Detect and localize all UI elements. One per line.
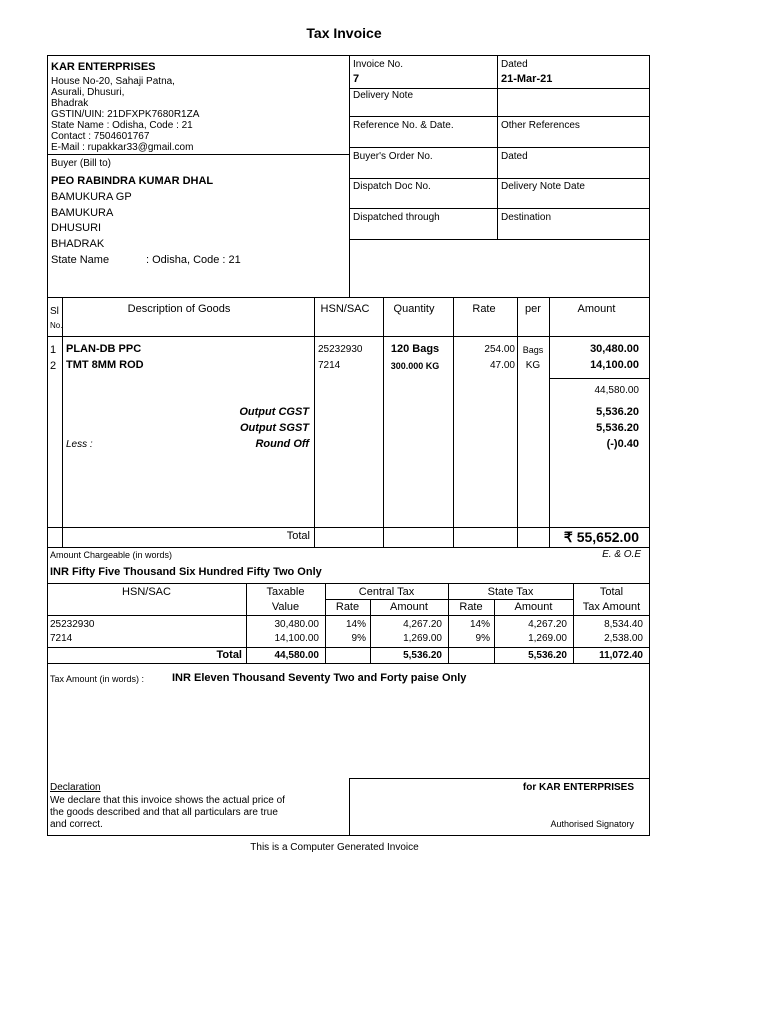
divider xyxy=(349,88,650,89)
tax-row-hsn: 25232930 xyxy=(50,619,95,630)
tax-row-central-rate: 9% xyxy=(351,633,366,644)
page-title: Tax Invoice xyxy=(306,25,382,41)
buyer-address-line: BHADRAK xyxy=(51,238,105,250)
subtotal-amount: 44,580.00 xyxy=(594,385,639,396)
tax-row-value: 30,480.00 xyxy=(274,619,319,630)
divider xyxy=(314,297,315,547)
delivery-note-label: Delivery Note xyxy=(353,90,414,101)
tax-row-value: 14,100.00 xyxy=(274,633,319,644)
tax-words-label: Tax Amount (in words) : xyxy=(50,674,145,684)
divider xyxy=(47,615,650,616)
item-quantity: 120 Bags xyxy=(390,343,440,355)
divider xyxy=(47,527,650,528)
item-description: TMT 8MM ROD xyxy=(66,359,144,371)
divider xyxy=(453,297,454,547)
tax-col-value: Value xyxy=(271,601,300,613)
col-quantity: Quantity xyxy=(393,303,435,315)
seller-state: State Name : Odisha, Code : 21 xyxy=(51,120,193,131)
col-sl: Sl xyxy=(50,306,59,317)
seller-address-line: House No-20, Sahaji Patna, xyxy=(51,76,175,87)
tax-col-tax-amount: Tax Amount xyxy=(582,601,641,613)
seller-address-line: Bhadrak xyxy=(51,98,89,109)
tax-row-central-amount: 1,269.00 xyxy=(403,633,442,644)
delivery-note-date-label: Delivery Note Date xyxy=(501,181,585,192)
divider xyxy=(349,55,350,297)
item-hsn: 7214 xyxy=(318,360,341,371)
item-quantity: 300.000 KG xyxy=(390,361,440,371)
divider xyxy=(383,297,384,547)
divider xyxy=(47,583,650,584)
amount-words-label: Amount Chargeable (in words) xyxy=(50,550,173,560)
tax-words-text: INR Eleven Thousand Seventy Two and Forty paise Only xyxy=(172,672,467,684)
reference-label: Reference No. & Date. xyxy=(353,120,454,131)
declaration-label: Declaration xyxy=(50,782,101,793)
item-amount: 14,100.00 xyxy=(590,359,639,371)
seller-contact: Contact : 7504601767 xyxy=(51,131,150,142)
footer-note: This is a Computer Generated Invoice xyxy=(250,842,419,853)
col-description: Description of Goods xyxy=(127,303,231,315)
tax-col-taxable: Taxable xyxy=(266,586,305,598)
divider xyxy=(349,116,650,117)
authorised-signatory: Authorised Signatory xyxy=(550,819,634,829)
order-dated-label: Dated xyxy=(501,151,528,162)
tax-col-central-rate: Rate xyxy=(335,601,360,613)
tax-col-central: Central Tax xyxy=(358,586,415,598)
declaration-line: We declare that this invoice shows the actual price of xyxy=(50,795,285,806)
seller-name: KAR ENTERPRISES xyxy=(51,61,156,73)
dated-label: Dated xyxy=(501,59,528,70)
item-hsn: 25232930 xyxy=(318,344,363,355)
item-description: PLAN-DB PPC xyxy=(66,343,142,355)
tax-row-state-amount: 4,267.20 xyxy=(528,619,567,630)
divider xyxy=(47,647,650,648)
divider xyxy=(47,297,650,298)
cgst-label: Output CGST xyxy=(239,406,309,418)
tax-total-label: Total xyxy=(216,649,242,661)
tax-col-central-amount: Amount xyxy=(390,601,428,613)
tax-total-value: 44,580.00 xyxy=(274,650,319,661)
seller-address-line: Asurali, Dhusuri, xyxy=(51,87,125,98)
tax-row-central-amount: 4,267.20 xyxy=(403,619,442,630)
tax-total-central: 5,536.20 xyxy=(403,650,442,661)
dispatched-through-label: Dispatched through xyxy=(353,212,440,223)
signature-for: for KAR ENTERPRISES xyxy=(522,782,634,793)
invoice-no-label: Invoice No. xyxy=(353,59,404,70)
tax-row-total: 8,534.40 xyxy=(604,619,643,630)
col-no: No. xyxy=(50,321,63,330)
divider xyxy=(349,778,650,779)
tax-col-state-rate: Rate xyxy=(459,601,483,613)
tax-row-state-rate: 9% xyxy=(475,633,490,644)
other-references-label: Other References xyxy=(501,120,580,131)
divider xyxy=(62,297,63,547)
tax-row-state-amount: 1,269.00 xyxy=(528,633,567,644)
divider xyxy=(549,378,650,379)
divider xyxy=(47,154,349,155)
declaration-line: and correct. xyxy=(50,819,103,830)
col-hsn: HSN/SAC xyxy=(320,303,370,315)
divider xyxy=(349,208,650,209)
divider xyxy=(349,178,650,179)
item-per: Bags xyxy=(522,345,544,355)
col-per: per xyxy=(525,303,541,315)
buyer-name: PEO RABINDRA KUMAR DHAL xyxy=(51,175,214,187)
tax-col-state-amount: Amount xyxy=(514,601,553,613)
divider xyxy=(349,239,650,240)
declaration-line: the goods described and that all particulars are true xyxy=(50,807,278,818)
item-amount: 30,480.00 xyxy=(590,343,639,355)
dated-value: 21-Mar-21 xyxy=(501,73,553,85)
total-label: Total xyxy=(286,530,310,542)
destination-label: Destination xyxy=(501,212,552,223)
tax-row-central-rate: 14% xyxy=(345,619,366,630)
buyer-state-label: State Name xyxy=(51,254,110,266)
tax-col-state: State Tax xyxy=(487,586,534,598)
divider xyxy=(325,599,573,600)
tax-row-hsn: 7214 xyxy=(50,633,73,644)
divider xyxy=(47,547,650,548)
tax-row-state-rate: 14% xyxy=(469,619,490,630)
cgst-amount: 5,536.20 xyxy=(596,406,639,418)
tax-col-hsn: HSN/SAC xyxy=(122,586,171,598)
buyer-label: Buyer (Bill to) xyxy=(51,158,112,169)
seller-email: E-Mail : rupakkar33@gmail.com xyxy=(51,142,194,153)
tax-total-amount: 11,072.40 xyxy=(599,650,643,661)
divider xyxy=(349,147,650,148)
amount-words-text: INR Fifty Five Thousand Six Hundred Fifty Two Only xyxy=(50,566,322,578)
divider xyxy=(47,336,650,337)
divider xyxy=(497,55,498,239)
item-sl: 2 xyxy=(50,360,57,372)
sgst-amount: 5,536.20 xyxy=(596,422,639,434)
total-amount: ₹ 55,652.00 xyxy=(563,529,639,545)
buyer-address-line: BAMUKURA GP xyxy=(51,191,132,203)
item-sl: 1 xyxy=(50,344,57,356)
dispatch-doc-label: Dispatch Doc No. xyxy=(353,181,431,192)
buyer-state-value: : Odisha, Code : 21 xyxy=(146,254,241,266)
item-rate: 47.00 xyxy=(489,360,515,371)
sgst-label: Output SGST xyxy=(239,422,309,434)
tax-col-total: Total xyxy=(599,586,624,598)
tax-total-state: 5,536.20 xyxy=(528,650,567,661)
roundoff-amount: (-)0.40 xyxy=(606,438,639,450)
seller-gstin: GSTIN/UIN: 21DFXPK7680R1ZA xyxy=(51,109,200,120)
buyer-address-line: BAMUKURA xyxy=(51,207,114,219)
buyers-order-label: Buyer's Order No. xyxy=(353,151,433,162)
col-rate: Rate xyxy=(472,303,496,315)
item-per: KG xyxy=(525,360,541,371)
tax-row-total: 2,538.00 xyxy=(604,633,643,644)
roundoff-label: Round Off xyxy=(255,438,309,450)
buyer-address-line: DHUSURI xyxy=(51,222,102,234)
col-amount: Amount xyxy=(577,303,616,315)
item-rate: 254.00 xyxy=(484,344,515,355)
less-label: Less : xyxy=(66,439,93,450)
invoice-no-value: 7 xyxy=(353,73,360,85)
eoe-label: E. & O.E xyxy=(602,549,641,560)
divider xyxy=(517,297,518,547)
divider xyxy=(47,663,650,664)
